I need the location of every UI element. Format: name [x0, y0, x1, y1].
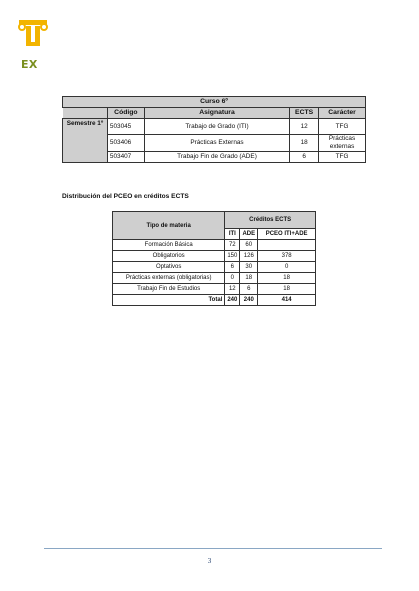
pceo-value: 18: [258, 284, 316, 295]
header-subject-type: Tipo de materia: [113, 212, 225, 240]
semester-label: Semestre 1º: [63, 119, 108, 163]
subject-type: Obligatorios: [113, 251, 225, 262]
course-code: 503045: [107, 119, 144, 135]
course-table-title: Curso 6º: [63, 97, 366, 108]
page-number: 3: [207, 557, 212, 565]
table-row: [113, 262, 316, 273]
university-crest-icon: [18, 18, 48, 58]
course-subject: Prácticas Externas: [144, 135, 289, 152]
table-row: [113, 273, 316, 284]
course-code: 503407: [107, 152, 144, 163]
header-ade: ADE: [240, 229, 258, 240]
footer-divider: [44, 548, 382, 549]
iti-value: 72: [225, 240, 240, 251]
course-subject: Trabajo Fin de Grado (ADE): [144, 152, 289, 163]
header-code: Código: [107, 108, 144, 119]
course-character: Prácticas externas: [319, 135, 366, 152]
header-subject: Asignatura: [144, 108, 289, 119]
course-ects: 6: [290, 152, 319, 163]
course-ects: 18: [290, 135, 319, 152]
total-label: Total: [113, 295, 225, 306]
table-row: [113, 251, 316, 262]
subject-type: Optativos: [113, 262, 225, 273]
pceo-value: [258, 240, 316, 251]
subject-type: Prácticas externas (obligatorias): [113, 273, 225, 284]
course-table: [62, 96, 366, 163]
table-row: [113, 284, 316, 295]
header-character: Carácter: [319, 108, 366, 119]
header-iti: ITI: [225, 229, 240, 240]
logo-text: EX: [21, 58, 38, 71]
total-pceo: 414: [258, 295, 316, 306]
course-character: TFG: [319, 119, 366, 135]
course-character: TFG: [319, 152, 366, 163]
pceo-value: 18: [258, 273, 316, 284]
header-ects: ECTS: [290, 108, 319, 119]
section-title: Distribución del PCEO en créditos ECTS: [62, 193, 189, 200]
course-code: 503406: [107, 135, 144, 152]
total-iti: 240: [225, 295, 240, 306]
subject-type: Trabajo Fin de Estudios: [113, 284, 225, 295]
course-subject: Trabajo de Grado (ITI): [144, 119, 289, 135]
pceo-value: 378: [258, 251, 316, 262]
pceo-value: 0: [258, 262, 316, 273]
total-row: [113, 295, 316, 306]
iti-value: 150: [225, 251, 240, 262]
ade-value: 18: [240, 273, 258, 284]
distribution-table: [112, 211, 316, 306]
ade-value: 30: [240, 262, 258, 273]
header-ects-credits: Créditos ECTS: [225, 212, 316, 229]
course-ects: 12: [290, 119, 319, 135]
subject-type: Formación Básica: [113, 240, 225, 251]
ade-value: 6: [240, 284, 258, 295]
table-row: [113, 240, 316, 251]
ade-value: 60: [240, 240, 258, 251]
iti-value: 0: [225, 273, 240, 284]
iti-value: 6: [225, 262, 240, 273]
ade-value: 126: [240, 251, 258, 262]
iti-value: 12: [225, 284, 240, 295]
total-ade: 240: [240, 295, 258, 306]
header-pceo: PCEO ITI+ADE: [258, 229, 316, 240]
